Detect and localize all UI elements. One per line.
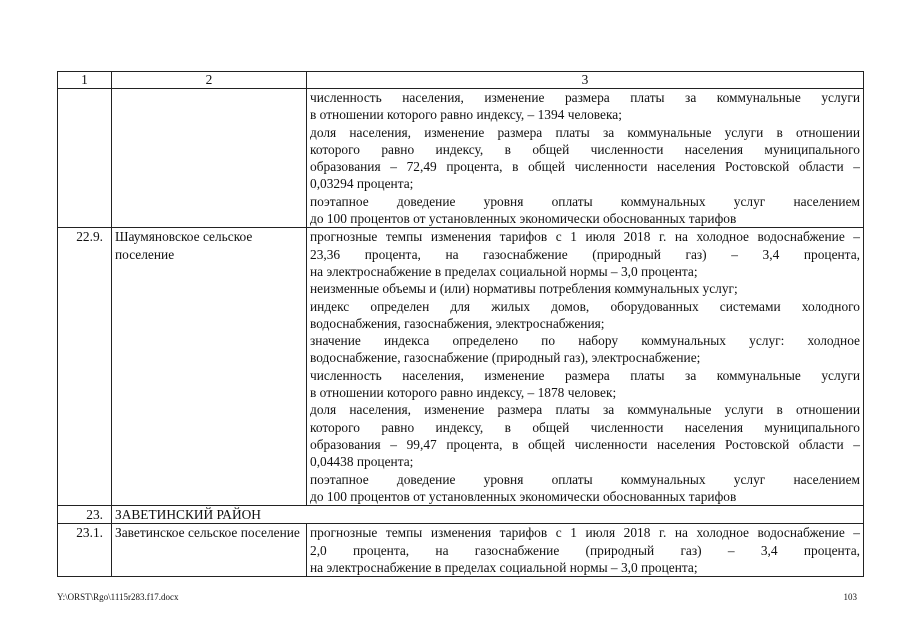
description-line: до 100 процентов от установленных экономически обоснованных тарифов bbox=[310, 211, 737, 227]
table-row bbox=[58, 506, 864, 524]
index-description bbox=[307, 228, 864, 506]
description-line: в отношении которого равно индексу, – 1394 человека; bbox=[310, 107, 622, 123]
footer-file-path: Y:\ORST\Rgo\1115r283.f17.docx bbox=[57, 592, 179, 602]
table-row bbox=[58, 524, 864, 577]
description-line: неизменные объемы и (или) нормативы потребления коммунальных услуг; bbox=[310, 281, 738, 297]
municipality-name: Шаумяновское сельское поселение bbox=[112, 228, 307, 506]
description-line: доля населения, изменение размера платы за коммунальные услуги в отношении bbox=[310, 402, 860, 418]
municipality-name bbox=[112, 89, 307, 228]
description-line: доля населения, изменение размера платы за коммунальные услуги в отношении bbox=[310, 124, 860, 140]
description-line: водоснабжение, газоснабжение (природный газ), электроснабжение; bbox=[310, 350, 701, 366]
row-number bbox=[58, 89, 112, 228]
description-line: водоснабжения, газоснабжения, электроснабжения; bbox=[310, 315, 605, 331]
row-number: 23.1. bbox=[58, 524, 112, 577]
description-line: на электроснабжение в пределах социальной нормы – 3,0 процента; bbox=[310, 263, 698, 279]
description-line: в отношении которого равно индексу, – 1878 человек; bbox=[310, 385, 617, 401]
description-line: 23,36 процента, на газоснабжение (природный газ) – 3,4 процента, bbox=[310, 246, 860, 262]
table-header-row bbox=[58, 72, 864, 89]
header-col-3: 3 bbox=[307, 72, 864, 89]
description-line: численность населения, изменение размера платы за коммунальные услуги bbox=[310, 90, 860, 105]
header-col-1: 1 bbox=[58, 72, 112, 89]
description-line: поэтапное доведение уровня оплаты коммунальных услуг населением bbox=[310, 193, 860, 209]
description-line: прогнозные темпы изменения тарифов с 1 июля 2018 г. на холодное водоснабжение – bbox=[310, 229, 860, 245]
description-line: поэтапное доведение уровня оплаты коммунальных услуг населением bbox=[310, 471, 860, 487]
description-line: 2,0 процента, на газоснабжение (природный газ) – 3,4 процента, bbox=[310, 542, 860, 558]
header-col-2: 2 bbox=[112, 72, 307, 89]
description-line: образования – 72,49 процента, в общей численности населения Ростовской области – bbox=[310, 159, 860, 175]
description-line: численность населения, изменение размера платы за коммунальные услуги bbox=[310, 367, 860, 383]
municipality-name: Заветинское сельское поселение bbox=[112, 524, 307, 577]
description-line: до 100 процентов от установленных экономически обоснованных тарифов bbox=[310, 488, 737, 504]
description-line: 0,04438 процента; bbox=[310, 454, 414, 470]
page-number: 103 bbox=[843, 592, 857, 602]
index-description bbox=[307, 89, 864, 228]
description-line: на электроснабжение в пределах социальной нормы – 3,0 процента; bbox=[310, 560, 698, 576]
document-table bbox=[57, 71, 864, 577]
table-row bbox=[58, 89, 864, 228]
description-line: значение индекса определено по набору коммунальных услуг: холодное bbox=[310, 333, 860, 349]
municipality-name: ЗАВЕТИНСКИЙ РАЙОН bbox=[112, 506, 864, 524]
row-number: 22.9. bbox=[58, 228, 112, 506]
description-line: 0,03294 процента; bbox=[310, 176, 414, 192]
description-line: индекс определен для жилых домов, оборудованных системами холодного bbox=[310, 298, 860, 314]
row-number: 23. bbox=[58, 506, 112, 524]
index-description bbox=[307, 524, 864, 577]
table-row bbox=[58, 228, 864, 506]
description-line: образования – 99,47 процента, в общей численности населения Ростовской области – bbox=[310, 436, 860, 452]
description-line: которого равно индексу, в общей численности населения муниципального bbox=[310, 141, 860, 157]
description-line: прогнозные темпы изменения тарифов с 1 июля 2018 г. на холодное водоснабжение – bbox=[310, 525, 860, 541]
description-line: которого равно индексу, в общей численности населения муниципального bbox=[310, 419, 860, 435]
